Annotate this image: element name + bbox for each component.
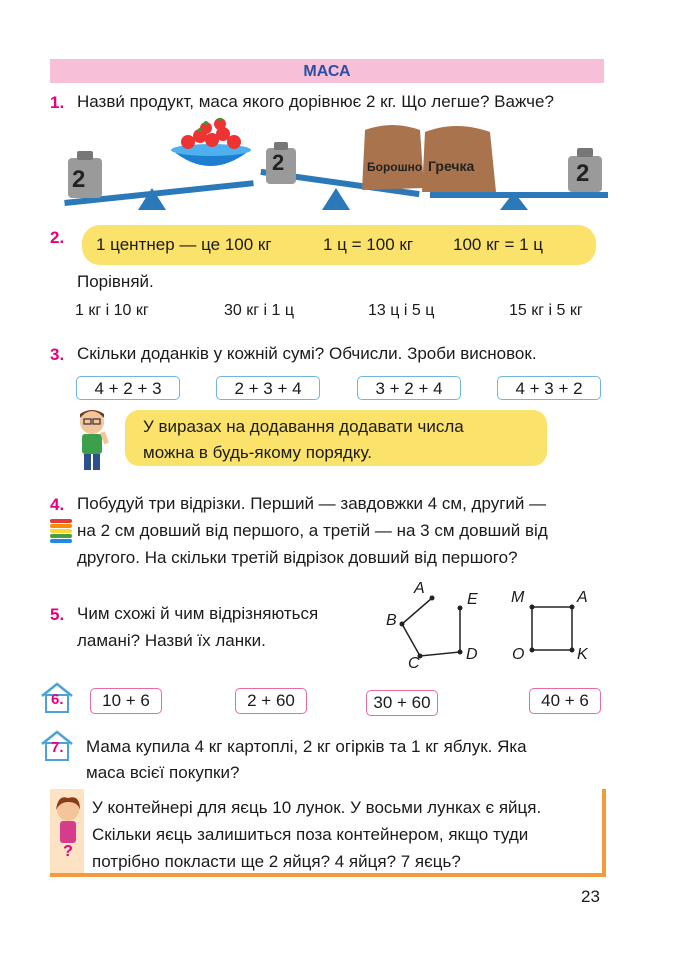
scale-left — [64, 118, 254, 210]
point-label-d: D — [466, 646, 478, 663]
compare-pair-2: 30 кг і 1 ц — [224, 302, 295, 319]
centner-equation: 1 ц = 100 кг — [323, 235, 414, 254]
puzzle-line-2: Скільки яєць залишиться поза контейнером, якщо туди — [92, 825, 529, 844]
compare-pair-3: 13 ц і 5 ц — [368, 302, 435, 319]
page-number: 23 — [581, 887, 600, 906]
point-label-a1: A — [414, 580, 425, 597]
kg-equation: 100 кг = 1 ц — [453, 235, 544, 254]
point-label-c: C — [408, 655, 420, 672]
boy-icon — [70, 406, 114, 476]
task4-number: 4. — [50, 495, 65, 514]
task3-number: 3. — [50, 345, 65, 364]
point-label-o: O — [512, 646, 525, 663]
task4-line-3: другого. На скільки третій відрізок довший від першого? — [77, 548, 518, 567]
weight-label-3: 2 — [576, 160, 590, 187]
task1-text: Назви́ продукт, маса якого дорівнює 2 кг. Що легше? Важче? — [77, 92, 554, 111]
compare-pair-4: 15 кг і 5 кг — [509, 302, 583, 319]
sum-expression-1: 4 + 2 + 3 — [76, 376, 180, 400]
task6-expression-2: 2 + 60 — [235, 688, 307, 714]
flour-bag-label: Борошно — [367, 160, 423, 174]
task6-number: 6. — [51, 691, 64, 708]
weight-label-2: 2 — [272, 150, 285, 175]
task6-expression-3: 30 + 60 — [366, 690, 438, 716]
scales-illustration — [60, 118, 620, 218]
puzzle-line-1: У контейнері для яєць 10 лунок. У восьми лунках є яйця. — [92, 798, 542, 817]
buckwheat-bag-label: Гречка — [428, 158, 475, 174]
task6-expression-4: 40 + 6 — [529, 688, 601, 714]
point-label-e: E — [467, 591, 478, 608]
task4-line-2: на 2 см довший від першого, а третій — на 3 см довший від — [77, 521, 548, 540]
puzzle-line-3: потрібно покласти ще 2 яйця? 4 яйця? 7 яєць? — [92, 852, 461, 871]
rule-line-2: можна в будь-якому порядку. — [143, 443, 372, 462]
task2-number: 2. — [50, 228, 65, 247]
task7-number: 7. — [51, 739, 64, 756]
point-label-m: M — [511, 589, 525, 606]
point-label-a2: A — [577, 589, 588, 606]
task3-text: Скільки доданків у кожній сумі? Обчисли. Зроби висновок. — [77, 344, 537, 363]
point-label-k: K — [577, 646, 588, 663]
task7-line-2: маса всієї покупки? — [86, 763, 240, 782]
compare-pair-1: 1 кг і 10 кг — [75, 302, 149, 319]
centner-definition: 1 центнер — це 100 кг — [96, 235, 272, 254]
rule-line-1: У виразах на додавання додавати числа — [143, 417, 464, 436]
sum-expression-2: 2 + 3 + 4 — [216, 376, 320, 400]
point-label-b: B — [386, 612, 397, 629]
girl-question-icon — [52, 796, 84, 862]
svg-text:?: ? — [63, 843, 73, 860]
task1-number: 1. — [50, 93, 65, 112]
task4-line-1: Побудуй три відрізки. Перший — завдовжки 4 см, другий — — [77, 494, 547, 513]
task6-expression-1: 10 + 6 — [90, 688, 162, 714]
task5-line-1: Чим схожі й чим відрізняються — [77, 604, 319, 623]
task5-number: 5. — [50, 605, 65, 624]
weight-label-1: 2 — [72, 166, 86, 193]
sum-expression-3: 3 + 2 + 4 — [357, 376, 461, 400]
homework-house-icon-7 — [40, 730, 74, 762]
compare-label: Порівняй. — [77, 272, 154, 291]
homework-house-icon-6 — [40, 682, 74, 714]
colored-pencils-icon — [50, 519, 72, 545]
task7-line-1: Мама купила 4 кг картоплі, 2 кг огірків та 1 кг яблук. Яка — [86, 737, 527, 756]
section-title: МАСА — [50, 59, 604, 83]
sum-expression-4: 4 + 3 + 2 — [497, 376, 601, 400]
task5-line-2: ламані? Назви́ їх ланки. — [77, 631, 266, 650]
